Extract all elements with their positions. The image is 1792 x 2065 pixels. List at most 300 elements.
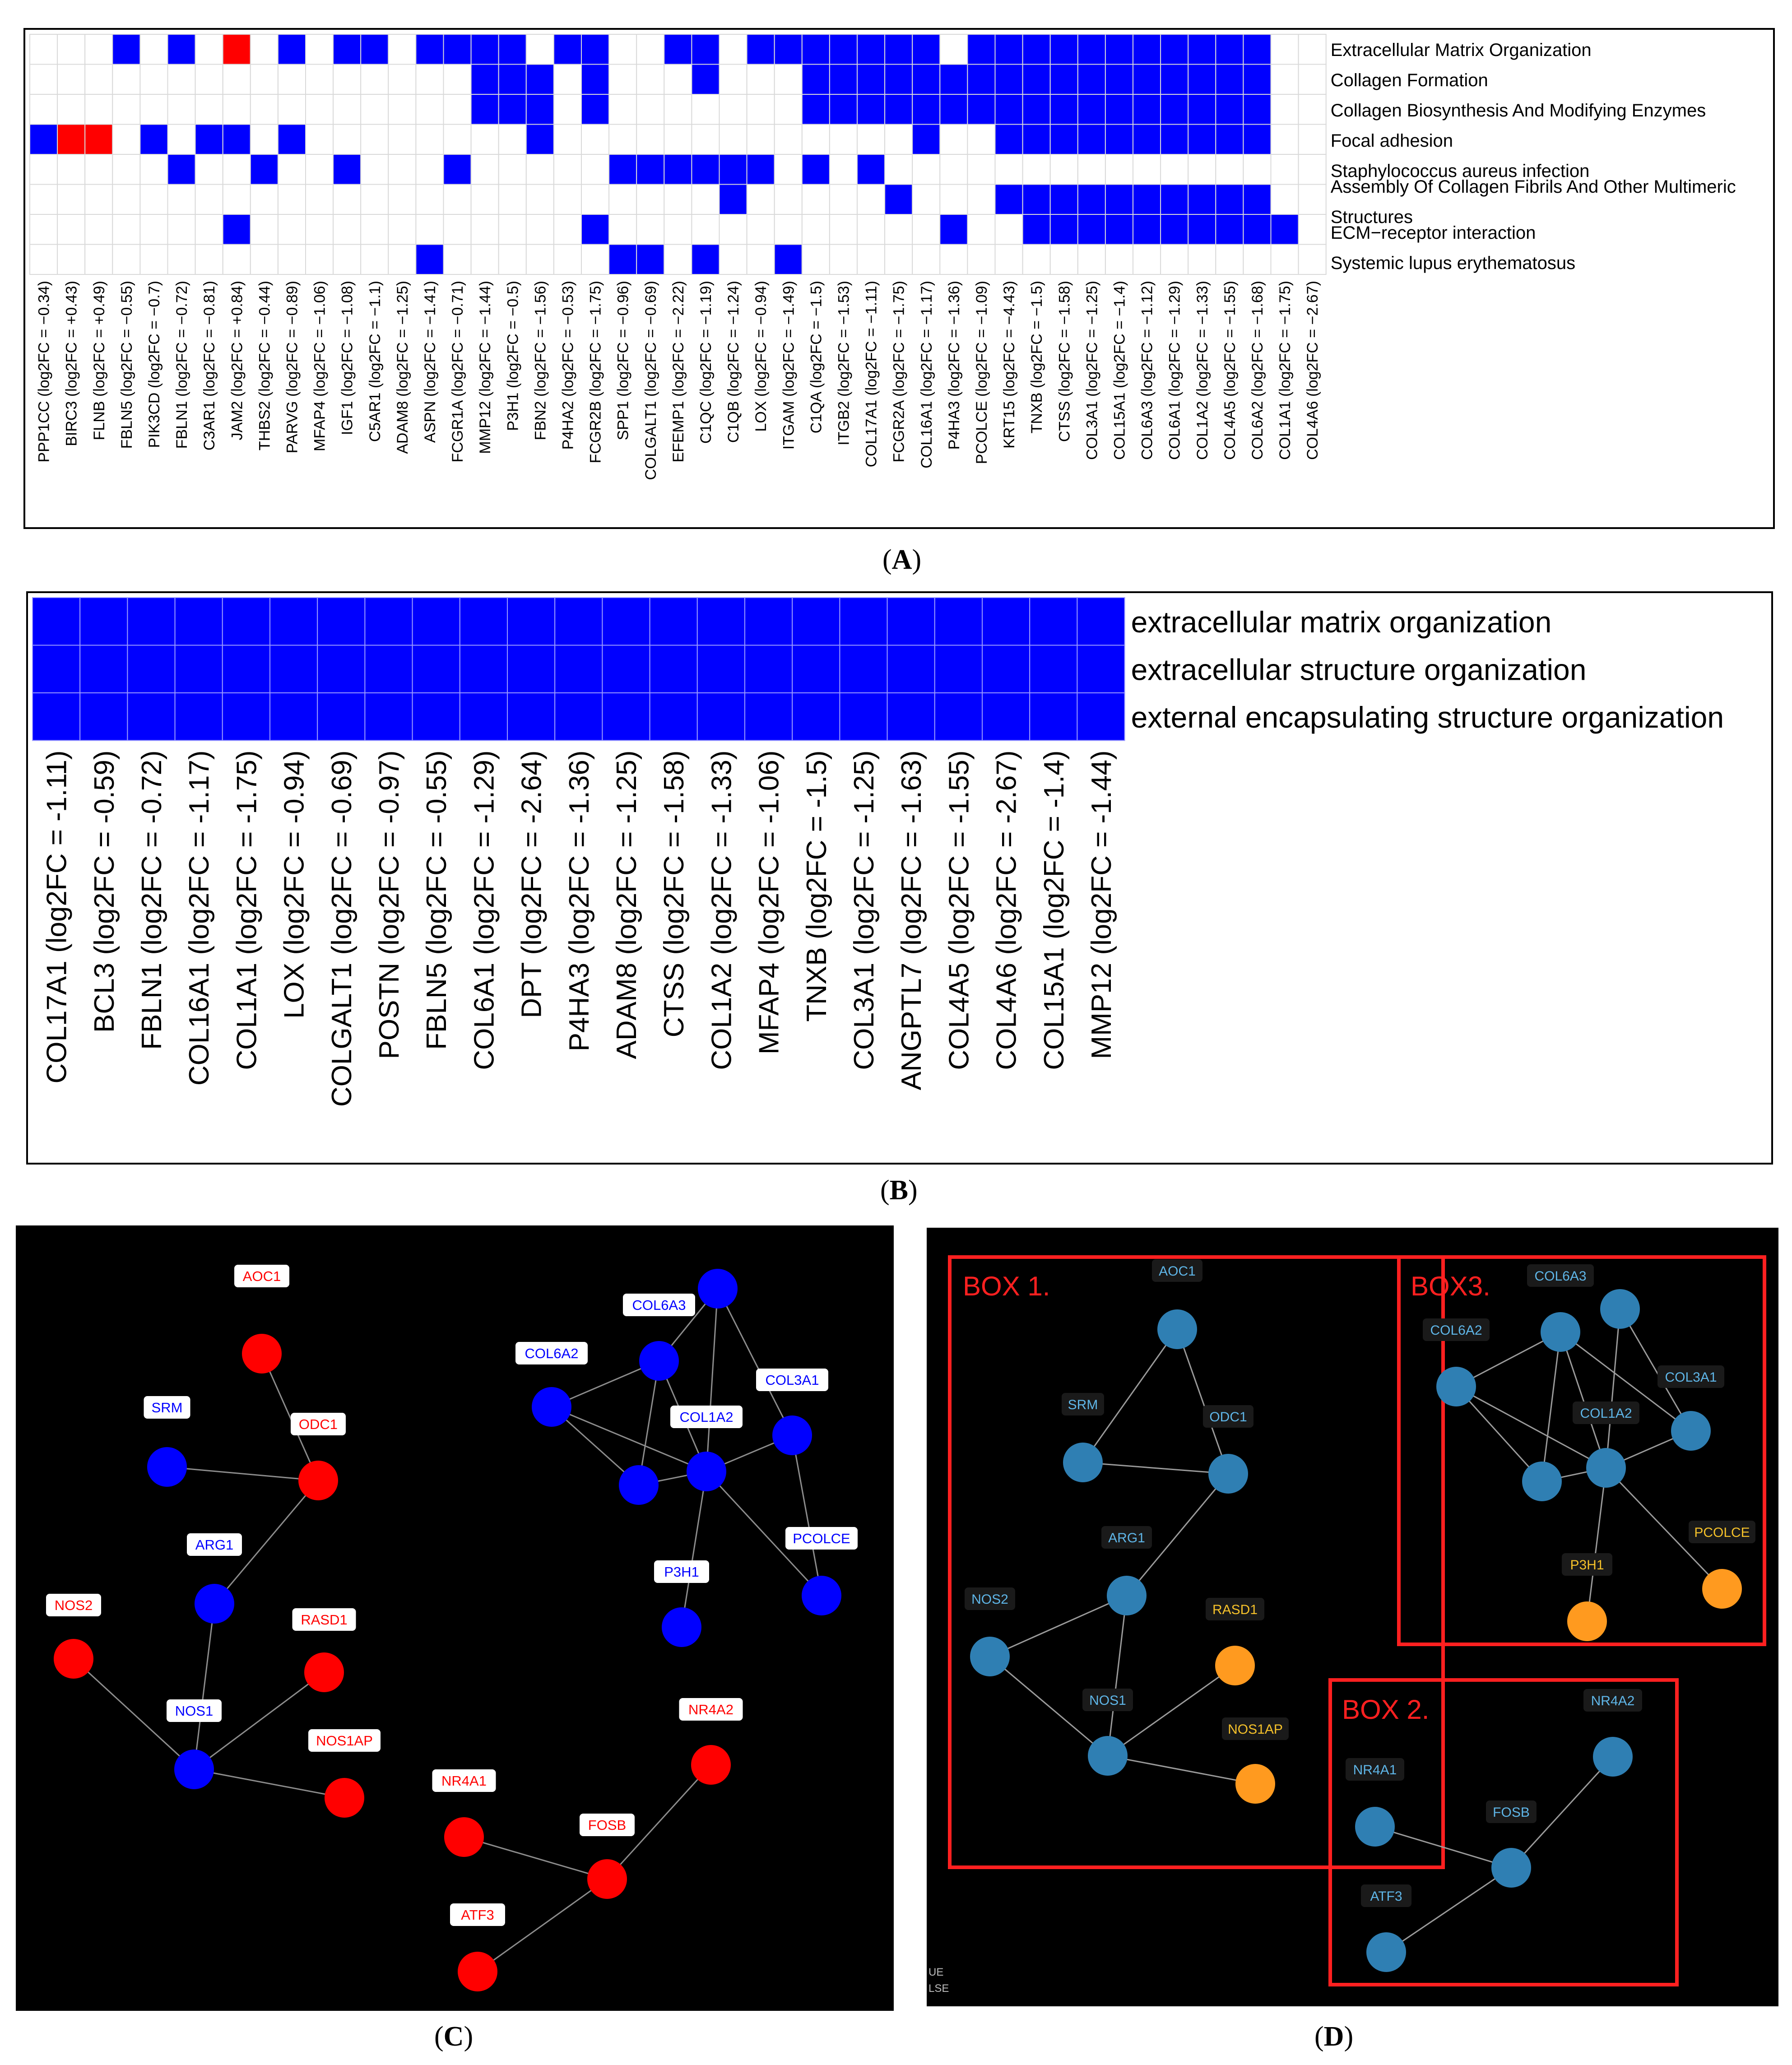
heatmap-cell-r5-c42 (1188, 185, 1216, 215)
heatmap-cell-r5-c8 (251, 185, 278, 215)
heatmap-cell-r1-c4 (223, 645, 270, 693)
heatmap-cell-r1-c10 (507, 645, 555, 693)
node-col6a2 (1436, 1367, 1476, 1406)
heatmap-cell-r2-c35 (995, 94, 1023, 125)
node-col3a1 (1671, 1411, 1711, 1451)
heatmap-cell-r1-c15 (444, 65, 471, 95)
gene-label: ADAM8 (log2FC = −1.25) (394, 281, 411, 454)
gene-label: COL17A1 (log2FC = -1.11) (41, 750, 73, 1084)
node-nos1 (1088, 1736, 1128, 1776)
gene-label: COL15A1 (log2FC = −1.4) (1111, 281, 1128, 460)
heatmap-cell-r5-c38 (1078, 185, 1105, 215)
panel-d-svg (927, 1228, 1778, 2006)
heatmap-cell-r6-c29 (830, 214, 857, 245)
gene-label: BCL3 (log2FC = -0.59) (88, 750, 120, 1033)
heatmap-cell-r7-c10 (306, 245, 333, 275)
heatmap-cell-r5-c46 (1299, 185, 1326, 215)
heatmap-cell-r5-c10 (306, 185, 333, 215)
heatmap-cell-r0-c22 (1077, 598, 1124, 645)
heatmap-cell-r0-c3 (112, 34, 140, 65)
heatmap-cell-r2-c7 (365, 693, 412, 741)
heatmap-cell-r5-c20 (581, 185, 609, 215)
heatmap-cell-r0-c13 (388, 34, 416, 65)
heatmap-cell-r2-c3 (112, 94, 140, 125)
go-term-label: extracellular structure organization (1131, 653, 1587, 687)
gene-label: FCGR2A (log2FC = −1.75) (890, 280, 908, 463)
heatmap-cell-r0-c5 (270, 598, 317, 645)
heatmap-cell-r0-c8 (251, 34, 278, 65)
heatmap-cell-r7-c13 (388, 245, 416, 275)
heatmap-cell-r4-c13 (388, 154, 416, 185)
gene-label: FBN2 (log2FC = −1.56) (532, 281, 549, 441)
heatmap-cell-r2-c45 (1271, 94, 1299, 125)
heatmap-cell-r0-c11 (333, 34, 361, 65)
heatmap-cell-r2-c10 (306, 94, 333, 125)
heatmap-cell-r6-c17 (499, 214, 526, 245)
legend-fragment-text: UE (928, 1966, 944, 1978)
heatmap-cell-r4-c38 (1078, 154, 1105, 185)
heatmap-cell-r7-c8 (251, 245, 278, 275)
heatmap-cell-r2-c4 (223, 693, 270, 741)
heatmap-cell-r6-c16 (471, 214, 499, 245)
node-nr4a2 (691, 1745, 731, 1785)
heatmap-cell-r1-c19 (935, 645, 982, 693)
heatmap-cell-r3-c36 (1023, 125, 1050, 155)
node-col1a2 (1586, 1448, 1626, 1488)
heatmap-cell-r2-c21 (1030, 693, 1077, 741)
heatmap-cell-r1-c21 (609, 65, 636, 95)
node-label-nos2: NOS2 (54, 1597, 93, 1613)
heatmap-cell-r6-c0 (30, 214, 57, 245)
heatmap-cell-r6-c31 (885, 214, 912, 245)
heatmap-cell-r2-c17 (499, 94, 526, 125)
heatmap-cell-r0-c6 (195, 34, 223, 65)
node-nr4a1 (444, 1817, 484, 1857)
heatmap-cell-r1-c36 (1023, 65, 1050, 95)
gene-label: POSTN (log2FC = -0.97) (374, 750, 405, 1059)
gene-label: PARVG (log2FC = −0.89) (283, 281, 301, 454)
heatmap-cell-r3-c20 (581, 125, 609, 155)
heatmap-cell-r4-c41 (1161, 154, 1188, 185)
heatmap-cell-r1-c40 (1133, 65, 1161, 95)
heatmap-cell-r0-c17 (840, 598, 887, 645)
heatmap-cell-r2-c1 (57, 94, 85, 125)
heatmap-cell-r1-c27 (775, 65, 802, 95)
heatmap-cell-r3-c15 (444, 125, 471, 155)
gene-label: DPT (log2FC = -2.64) (516, 750, 548, 1018)
heatmap-cell-r2-c15 (745, 693, 792, 741)
heatmap-cell-r1-c28 (802, 65, 830, 95)
heatmap-cell-r6-c37 (1050, 214, 1078, 245)
heatmap-cell-r4-c31 (885, 154, 912, 185)
heatmap-cell-r6-c13 (388, 214, 416, 245)
heatmap-cell-r4-c29 (830, 154, 857, 185)
heatmap-cell-r5-c35 (995, 185, 1023, 215)
gene-label: MMP12 (log2FC = -1.44) (1086, 750, 1117, 1059)
gene-label: SPP1 (log2FC = −0.96) (614, 281, 632, 441)
heatmap-cell-r5-c11 (333, 185, 361, 215)
heatmap-cell-r0-c6 (317, 598, 365, 645)
heatmap-cell-r0-c14 (697, 598, 745, 645)
heatmap-cell-r2-c40 (1133, 94, 1161, 125)
node-nos2 (970, 1637, 1010, 1676)
heatmap-cell-r0-c19 (935, 598, 982, 645)
gene-label: MMP12 (log2FC = −1.44) (477, 281, 494, 454)
heatmap-cell-r3-c16 (471, 125, 499, 155)
heatmap-cell-r5-c44 (1243, 185, 1271, 215)
heatmap-cell-r3-c39 (1105, 125, 1133, 155)
heatmap-cell-r2-c2 (85, 94, 112, 125)
heatmap-cell-r0-c16 (792, 598, 840, 645)
network-edge (706, 1289, 718, 1471)
heatmap-cell-r2-c1 (80, 693, 127, 741)
heatmap-cell-r0-c2 (85, 34, 112, 65)
node-label-odc1: ODC1 (298, 1416, 338, 1432)
heatmap-cell-r0-c1 (80, 598, 127, 645)
heatmap-cell-r2-c15 (444, 94, 471, 125)
gene-label: CTSS (log2FC = -1.58) (659, 750, 690, 1038)
heatmap-cell-r7-c1 (57, 245, 85, 275)
heatmap-cell-r0-c34 (967, 34, 995, 65)
heatmap-cell-r6-c8 (251, 214, 278, 245)
heatmap-cell-r2-c7 (223, 94, 251, 125)
node-odc1 (298, 1461, 338, 1500)
pathway-label: Focal adhesion (1330, 131, 1453, 151)
heatmap-cell-r2-c17 (840, 693, 887, 741)
node-label-atf3: ATF3 (461, 1907, 494, 1923)
heatmap-cell-r3-c41 (1161, 125, 1188, 155)
heatmap-cell-r7-c28 (802, 245, 830, 275)
node-nos1 (174, 1749, 214, 1789)
network-edge (1108, 1756, 1255, 1784)
node-label-nr4a2: NR4A2 (688, 1702, 734, 1717)
heatmap-cell-r6-c46 (1299, 214, 1326, 245)
node-nr4a2 (1593, 1737, 1633, 1777)
heatmap-cell-r2-c28 (802, 94, 830, 125)
heatmap-cell-r3-c14 (416, 125, 443, 155)
gene-label: FCGR1A (log2FC = −0.71) (449, 281, 467, 463)
heatmap-cell-r4-c39 (1105, 154, 1133, 185)
heatmap-cell-r0-c12 (361, 34, 388, 65)
pathway-label: Structures (1330, 207, 1413, 227)
heatmap-cell-r4-c25 (720, 154, 747, 185)
heatmap-cell-r4-c30 (857, 154, 885, 185)
heatmap-cell-r3-c12 (361, 125, 388, 155)
node-label-col3a1: COL3A1 (1665, 1370, 1717, 1385)
heatmap-cell-r3-c27 (775, 125, 802, 155)
node-arg1 (1107, 1576, 1147, 1615)
heatmap-cell-r7-c29 (830, 245, 857, 275)
heatmap-cell-r3-c30 (857, 125, 885, 155)
heatmap-cell-r5-c12 (361, 185, 388, 215)
pathway-label: Collagen Biosynthesis And Modifying Enzymes (1330, 101, 1706, 121)
heatmap-cell-r0-c27 (775, 34, 802, 65)
heatmap-cell-r2-c6 (195, 94, 223, 125)
heatmap-cell-r2-c16 (792, 693, 840, 741)
heatmap-cell-r7-c12 (361, 245, 388, 275)
heatmap-cell-r6-c45 (1271, 214, 1299, 245)
heatmap-cell-r5-c24 (692, 185, 719, 215)
heatmap-cell-r5-c18 (526, 185, 554, 215)
heatmap-cell-r1-c33 (940, 65, 967, 95)
network-edge (1606, 1309, 1620, 1468)
gene-label: FBLN1 (log2FC = -0.72) (136, 750, 167, 1050)
heatmap-cell-r4-c20 (581, 154, 609, 185)
panel-c-network (16, 1225, 894, 2011)
heatmap-cell-r6-c10 (306, 214, 333, 245)
gene-label: JAM2 (log2FC = +0.84) (228, 281, 246, 441)
node-label-srm: SRM (1068, 1397, 1098, 1412)
node-label-col6a3: COL6A3 (632, 1297, 686, 1313)
heatmap-cell-r3-c4 (140, 125, 167, 155)
heatmap-cell-r4-c7 (223, 154, 251, 185)
heatmap-cell-r4-c24 (692, 154, 719, 185)
heatmap-cell-r7-c35 (995, 245, 1023, 275)
heatmap-cell-r4-c45 (1271, 154, 1299, 185)
heatmap-cell-r2-c3 (175, 693, 223, 741)
heatmap-cell-r4-c35 (995, 154, 1023, 185)
node-col6a3 (639, 1341, 679, 1381)
heatmap-cell-r1-c18 (526, 65, 554, 95)
heatmap-cell-r4-c37 (1050, 154, 1078, 185)
heatmap-cell-r1-c11 (333, 65, 361, 95)
panel-a-svg (25, 30, 1777, 531)
heatmap-cell-r5-c23 (664, 185, 692, 215)
caption-c-letter: C (443, 2021, 464, 2052)
node-atf3 (1366, 1932, 1406, 1972)
heatmap-cell-r1-c20 (581, 65, 609, 95)
heatmap-cell-r5-c7 (223, 185, 251, 215)
heatmap-cell-r1-c17 (840, 645, 887, 693)
heatmap-cell-r0-c28 (802, 34, 830, 65)
heatmap-cell-r6-c9 (278, 214, 306, 245)
heatmap-cell-r5-c25 (720, 185, 747, 215)
node-label-col1a2: COL1A2 (679, 1409, 734, 1425)
heatmap-cell-r0-c31 (885, 34, 912, 65)
heatmap-cell-r1-c8 (251, 65, 278, 95)
node-label-arg1: ARG1 (1108, 1531, 1145, 1545)
heatmap-cell-r0-c5 (168, 34, 195, 65)
node-label-arg1: ARG1 (195, 1537, 234, 1553)
node-label-rasd1: RASD1 (301, 1612, 348, 1628)
gene-label: IGF1 (log2FC = −1.08) (339, 281, 356, 436)
node-label-nos1ap: NOS1AP (1228, 1722, 1283, 1737)
heatmap-cell-r6-c24 (692, 214, 719, 245)
heatmap-cell-r4-c17 (499, 154, 526, 185)
heatmap-cell-r3-c43 (1216, 125, 1243, 155)
heatmap-cell-r4-c9 (278, 154, 306, 185)
gene-label: FBLN5 (log2FC = -0.55) (421, 750, 453, 1050)
heatmap-cell-r5-c3 (112, 185, 140, 215)
heatmap-cell-r2-c24 (692, 94, 719, 125)
gene-label: COL4A6 (log2FC = −2.67) (1304, 281, 1322, 460)
heatmap-cell-r1-c38 (1078, 65, 1105, 95)
gene-label: ITGAM (log2FC = −1.49) (780, 281, 798, 450)
network-edge (194, 1604, 214, 1769)
heatmap-cell-r0-c37 (1050, 34, 1078, 65)
heatmap-cell-r3-c31 (885, 125, 912, 155)
heatmap-cell-r1-c12 (602, 645, 650, 693)
heatmap-cell-r3-c42 (1188, 125, 1216, 155)
heatmap-cell-r1-c16 (792, 645, 840, 693)
heatmap-cell-r2-c33 (940, 94, 967, 125)
heatmap-cell-r1-c13 (650, 645, 697, 693)
node-arg1 (195, 1584, 234, 1624)
heatmap-cell-r1-c44 (1243, 65, 1271, 95)
heatmap-cell-r7-c4 (140, 245, 167, 275)
panel-c-svg (16, 1225, 894, 2011)
node-nr4a1 (1355, 1807, 1395, 1847)
heatmap-cell-r6-c11 (333, 214, 361, 245)
module-box-title: BOX3. (1411, 1271, 1490, 1301)
gene-label: P3H1 (log2FC = −0.5) (504, 281, 522, 431)
heatmap-cell-r6-c43 (1216, 214, 1243, 245)
gene-label: PPP1CC (log2FC = −0.34) (35, 281, 53, 463)
heatmap-cell-r3-c11 (333, 125, 361, 155)
heatmap-cell-r1-c37 (1050, 65, 1078, 95)
heatmap-cell-r0-c10 (507, 598, 555, 645)
node-pcolce (1702, 1569, 1742, 1609)
network-edge (1108, 1596, 1127, 1756)
heatmap-cell-r0-c16 (471, 34, 499, 65)
gene-label: COL16A1 (log2FC = −1.17) (918, 281, 935, 469)
gene-label: KRT15 (log2FC = −4.43) (1001, 281, 1018, 449)
node-p3h1 (662, 1607, 701, 1647)
node-label-odc1: ODC1 (1209, 1410, 1247, 1425)
gene-label: COLGALT1 (log2FC = −0.69) (642, 281, 659, 480)
heatmap-cell-r2-c2 (127, 693, 175, 741)
heatmap-cell-r6-c35 (995, 214, 1023, 245)
node-label-aoc1: AOC1 (1159, 1264, 1196, 1279)
node-srm (1063, 1443, 1103, 1482)
heatmap-cell-r7-c9 (278, 245, 306, 275)
gene-label: COL1A1 (log2FC = -1.75) (231, 750, 263, 1070)
gene-label: FLNB (log2FC = +0.49) (90, 281, 108, 441)
heatmap-cell-r4-c44 (1243, 154, 1271, 185)
node-nos1ap (1235, 1764, 1275, 1804)
gene-label: COL6A1 (log2FC = -1.29) (469, 750, 500, 1070)
heatmap-cell-r1-c43 (1216, 65, 1243, 95)
heatmap-cell-r3-c2 (85, 125, 112, 155)
heatmap-cell-r7-c3 (112, 245, 140, 275)
heatmap-cell-r4-c43 (1216, 154, 1243, 185)
heatmap-cell-r0-c14 (416, 34, 443, 65)
heatmap-cell-r6-c3 (112, 214, 140, 245)
node-nos1ap (325, 1778, 364, 1818)
heatmap-cell-r0-c24 (692, 34, 719, 65)
node-label-nos1ap: NOS1AP (316, 1733, 373, 1749)
caption-c: (C) (434, 2021, 474, 2052)
heatmap-cell-r1-c39 (1105, 65, 1133, 95)
gene-label: COL1A2 (log2FC = −1.33) (1193, 281, 1211, 460)
heatmap-cell-r0-c11 (555, 598, 602, 645)
heatmap-cell-r0-c15 (745, 598, 792, 645)
heatmap-cell-r4-c40 (1133, 154, 1161, 185)
heatmap-cell-r4-c27 (775, 154, 802, 185)
heatmap-cell-r2-c32 (912, 94, 940, 125)
node-odc1 (1208, 1454, 1248, 1494)
heatmap-cell-r0-c43 (1216, 34, 1243, 65)
heatmap-cell-r5-c21 (609, 185, 636, 215)
heatmap-cell-r5-c26 (747, 185, 775, 215)
heatmap-cell-r1-c21 (1030, 645, 1077, 693)
heatmap-cell-r6-c32 (912, 214, 940, 245)
heatmap-cell-r7-c45 (1271, 245, 1299, 275)
heatmap-cell-r5-c17 (499, 185, 526, 215)
heatmap-cell-r4-c42 (1188, 154, 1216, 185)
heatmap-cell-r0-c33 (940, 34, 967, 65)
heatmap-cell-r5-c43 (1216, 185, 1243, 215)
heatmap-cell-r0-c8 (413, 598, 460, 645)
heatmap-cell-r7-c46 (1299, 245, 1326, 275)
heatmap-cell-r0-c21 (609, 34, 636, 65)
node-label-atf3: ATF3 (1370, 1889, 1402, 1904)
heatmap-cell-r4-c10 (306, 154, 333, 185)
heatmap-cell-r2-c5 (168, 94, 195, 125)
heatmap-cell-r1-c42 (1188, 65, 1216, 95)
heatmap-cell-r2-c13 (388, 94, 416, 125)
heatmap-cell-r4-c2 (85, 154, 112, 185)
heatmap-cell-r7-c38 (1078, 245, 1105, 275)
heatmap-cell-r1-c2 (85, 65, 112, 95)
heatmap-cell-r5-c40 (1133, 185, 1161, 215)
heatmap-cell-r2-c23 (664, 94, 692, 125)
heatmap-cell-r2-c19 (935, 693, 982, 741)
gene-label: EFEMP1 (log2FC = −2.22) (669, 281, 687, 463)
node-p3h1 (1567, 1601, 1607, 1641)
heatmap-cell-r3-c34 (967, 125, 995, 155)
heatmap-cell-r7-c17 (499, 245, 526, 275)
heatmap-cell-r1-c25 (720, 65, 747, 95)
heatmap-cell-r1-c20 (982, 645, 1030, 693)
node-label-p3h1: P3H1 (1570, 1558, 1604, 1573)
heatmap-cell-r1-c23 (664, 65, 692, 95)
heatmap-cell-r0-c9 (278, 34, 306, 65)
heatmap-cell-r4-c26 (747, 154, 775, 185)
heatmap-cell-r1-c45 (1271, 65, 1299, 95)
heatmap-cell-r2-c9 (278, 94, 306, 125)
heatmap-cell-r4-c4 (140, 154, 167, 185)
heatmap-cell-r2-c30 (857, 94, 885, 125)
gene-label: ADAM8 (log2FC = -1.25) (611, 750, 642, 1059)
gene-label: P4HA3 (log2FC = -1.36) (563, 750, 595, 1052)
heatmap-cell-r6-c15 (444, 214, 471, 245)
panel-b-heatmap (26, 591, 1773, 1165)
heatmap-cell-r0-c25 (720, 34, 747, 65)
heatmap-cell-r4-c34 (967, 154, 995, 185)
node-col3a1 (772, 1415, 812, 1455)
heatmap-cell-r0-c41 (1161, 34, 1188, 65)
heatmap-cell-r1-c13 (388, 65, 416, 95)
heatmap-cell-r3-c24 (692, 125, 719, 155)
heatmap-cell-r5-c34 (967, 185, 995, 215)
heatmap-cell-r2-c38 (1078, 94, 1105, 125)
gene-label: C5AR1 (log2FC = −1.1) (366, 281, 384, 442)
heatmap-cell-r1-c7 (223, 65, 251, 95)
heatmap-cell-r0-c4 (223, 598, 270, 645)
gene-label: LOX (log2FC = -0.94) (279, 750, 310, 1019)
heatmap-cell-r2-c22 (636, 94, 664, 125)
gene-label: TNXB (log2FC = -1.5) (801, 750, 832, 1022)
heatmap-cell-r6-c28 (802, 214, 830, 245)
node-label-nos2: NOS2 (971, 1592, 1008, 1607)
heatmap-cell-r6-c6 (195, 214, 223, 245)
heatmap-cell-r2-c29 (830, 94, 857, 125)
gene-label: C1QC (log2FC = −1.19) (697, 281, 715, 444)
heatmap-cell-r2-c4 (140, 94, 167, 125)
heatmap-cell-r4-c19 (554, 154, 581, 185)
node-label-pcolce: PCOLCE (1694, 1525, 1750, 1540)
